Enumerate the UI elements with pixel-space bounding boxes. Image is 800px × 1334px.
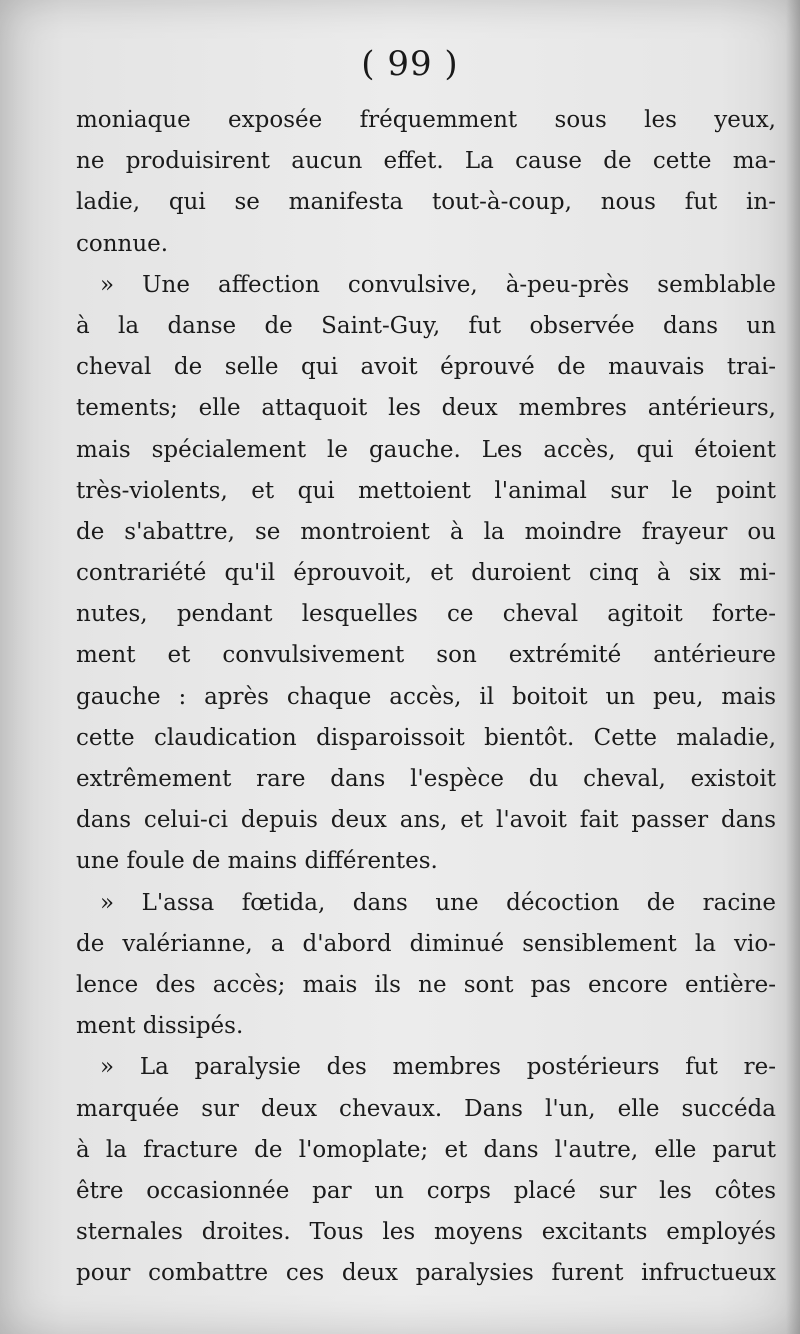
text-line: cette claudication disparoissoit bientôt. Cette maladie, bbox=[76, 724, 776, 751]
text-line: à la danse de Saint-Guy, fut observée dans un bbox=[76, 312, 776, 339]
text-line: tements; elle attaquoit les deux membres antérieurs, bbox=[76, 395, 776, 422]
page-number: ( 99 ) bbox=[361, 44, 459, 84]
text-line: extrêmement rare dans l'espèce du cheval, existoit bbox=[76, 766, 776, 792]
text-line: » Une affection convulsive, à-peu-près semblable bbox=[100, 271, 776, 298]
page-edge-shadow bbox=[786, 0, 800, 1334]
text-line: très-violents, et qui mettoient l'animal sur le point bbox=[76, 477, 776, 504]
text-line: nutes, pendant lesquelles ce cheval agitoit forte- bbox=[76, 601, 776, 628]
body-text bbox=[76, 100, 776, 1294]
text-line: sternales droites. Tous les moyens excitants employés bbox=[76, 1219, 776, 1246]
text-line: marquée sur deux chevaux. Dans l'un, elle succéda bbox=[76, 1095, 776, 1122]
text-line: dans celui-ci depuis deux ans, et l'avoit fait passer dans bbox=[76, 807, 776, 834]
text-line: ment et convulsivement son extrémité antérieure bbox=[76, 642, 776, 669]
text-line: à la fracture de l'omoplate; et dans l'autre, elle parut bbox=[76, 1136, 776, 1163]
text-line: ment dissipés. bbox=[76, 1013, 244, 1040]
text-line: ne produisirent aucun effet. La cause de cette ma- bbox=[76, 148, 776, 175]
text-line: ladie, qui se manifesta tout-à-coup, nous fut in- bbox=[76, 189, 776, 216]
text-line: de valérianne, a d'abord diminué sensiblement la vio- bbox=[76, 930, 776, 957]
text-line: connue. bbox=[76, 230, 169, 257]
text-line: contrariété qu'il éprouvoit, et duroient cinq à six mi- bbox=[76, 560, 776, 587]
text-line: pour combattre ces deux paralysies furent infructueux bbox=[76, 1260, 776, 1287]
text-line: une foule de mains différentes. bbox=[76, 848, 438, 875]
text-line: être occasionnée par un corps placé sur les côtes bbox=[76, 1177, 776, 1204]
text-line: mais spécialement le gauche. Les accès, qui étoient bbox=[76, 436, 776, 463]
text-line: gauche : après chaque accès, il boitoit un peu, mais bbox=[76, 683, 776, 710]
text-line: lence des accès; mais ils ne sont pas encore entière- bbox=[76, 971, 776, 998]
text-line: » L'assa fœtida, dans une décoction de racine bbox=[100, 889, 776, 916]
text-line: cheval de selle qui avoit éprouvé de mauvais trai- bbox=[76, 354, 776, 381]
text-line: » La paralysie des membres postérieurs fut re- bbox=[100, 1054, 776, 1081]
text-line: moniaque exposée fréquemment sous les yeux, bbox=[76, 107, 776, 133]
text-line: de s'abattre, se montroient à la moindre frayeur ou bbox=[76, 518, 776, 545]
